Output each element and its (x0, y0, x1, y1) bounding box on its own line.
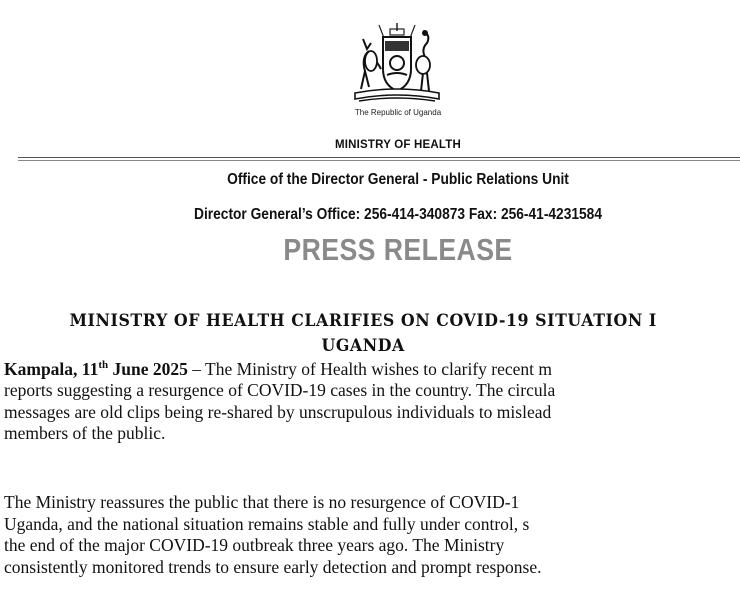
paragraph-1 (4, 355, 740, 445)
office-line: Office of the Director General - Public Relations Unit (227, 171, 569, 188)
paragraph-1-line-1-text: – The Ministry of Health wishes to clarify recent m (187, 358, 553, 379)
headline (0, 309, 726, 359)
paragraph-2-line-3: the end of the major COVID-19 outbreak three years ago. The Ministry (4, 535, 505, 555)
header-divider (18, 157, 740, 158)
press-release-label: PRESS RELEASE (283, 232, 513, 267)
header-divider-secondary (18, 160, 740, 161)
paragraph-2 (4, 492, 740, 578)
headline-line-1: MINISTRY OF HEALTH CLARIFIES ON COVID-19 SITUATION I (69, 311, 657, 331)
paragraph-2-line-1: The Ministry reassures the public that there is no resurgence of COVID-1 (4, 492, 520, 512)
coat-of-arms-emblem (349, 21, 445, 107)
dateline-place: Kampala, 11 (4, 358, 99, 379)
headline-line-2: UGANDA (321, 336, 405, 356)
paragraph-1-line-2: reports suggesting a resurgence of COVID-19 cases in the country. The circula (4, 380, 556, 401)
dateline-ordinal: th (98, 359, 109, 371)
ministry-name: MINISTRY OF HEALTH (334, 139, 462, 151)
republic-caption: The Republic of Uganda (354, 108, 442, 117)
contact-line: Director General’s Office: 256-414-340873 Fax: 256-41-4231584 (194, 206, 602, 223)
paragraph-1-line-1 (4, 355, 740, 380)
dateline (4, 359, 188, 379)
paragraph-2-line-4: consistently monitored trends to ensure early detection and prompt response. (4, 556, 542, 577)
paragraph-2-line-2: Uganda, and the national situation remains stable and fully under control, s (4, 513, 530, 534)
paragraph-1-line-3: messages are old clips being re-shared by unscrupulous individuals to mislead (4, 401, 552, 422)
paragraph-1-line-4: members of the public. (4, 423, 166, 444)
dateline-date: June 2025 (108, 358, 188, 379)
